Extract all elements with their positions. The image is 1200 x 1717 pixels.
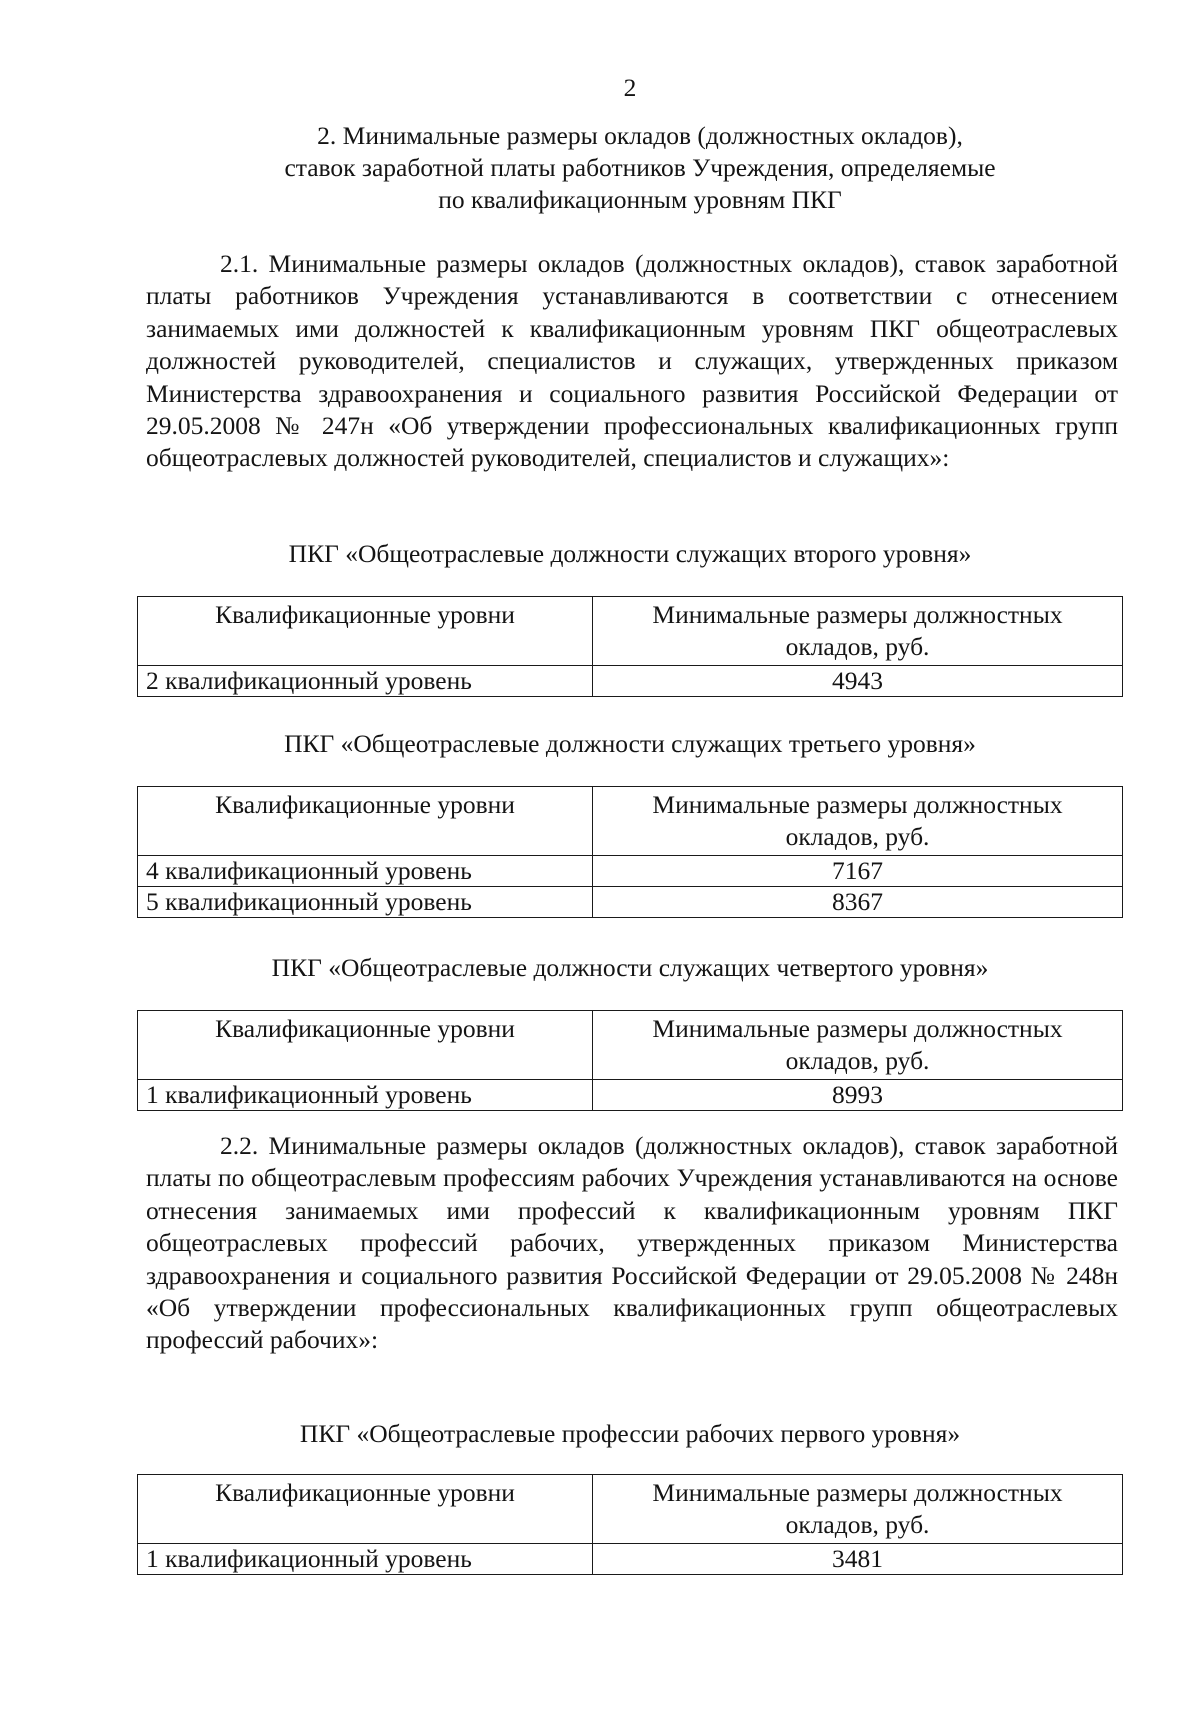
level-cell: 5 квалификационный уровень <box>138 887 593 918</box>
table-caption: ПКГ «Общеотраслевые должности служащих четвертого уровня» <box>271 953 989 982</box>
table-caption: ПКГ «Общеотраслевые профессии рабочих первого уровня» <box>299 1419 961 1448</box>
column-header-levels: Квалификационные уровни <box>138 1475 593 1544</box>
level-cell: 2 квалификационный уровень <box>138 666 593 697</box>
salary-cell: 8993 <box>593 1080 1123 1111</box>
paragraph-2-2 <box>146 1130 1118 1357</box>
column-header-salary-line: окладов, руб. <box>785 1046 930 1075</box>
column-header-salary <box>593 1011 1123 1080</box>
column-header-salary <box>593 787 1123 856</box>
column-header-salary-line: окладов, руб. <box>785 1510 930 1539</box>
section-heading <box>140 120 1140 216</box>
table-header-row <box>138 1011 1123 1080</box>
table-row <box>138 1080 1123 1111</box>
salary-cell: 4943 <box>593 666 1123 697</box>
salary-cell: 7167 <box>593 856 1123 887</box>
table-header-row <box>138 597 1123 666</box>
table-row <box>138 887 1123 918</box>
table-caption: ПКГ «Общеотраслевые должности служащих третьего уровня» <box>284 729 976 758</box>
column-header-levels: Квалификационные уровни <box>138 597 593 666</box>
column-header-salary-line: Минимальные размеры должностных <box>652 1014 1063 1043</box>
table-header-row <box>138 1475 1123 1544</box>
column-header-levels: Квалификационные уровни <box>138 1011 593 1080</box>
column-header-salary-line: Минимальные размеры должностных <box>652 1478 1063 1507</box>
table-row <box>138 856 1123 887</box>
column-header-salary-line: окладов, руб. <box>785 822 930 851</box>
column-header-salary-line: окладов, руб. <box>785 632 930 661</box>
salary-table <box>137 1010 1123 1111</box>
salary-table <box>137 596 1123 697</box>
salary-table <box>137 1474 1123 1575</box>
table-caption: ПКГ «Общеотраслевые должности служащих второго уровня» <box>288 539 972 568</box>
paragraph-text: 2.2. Минимальные размеры окладов (должностных окладов), ставок заработной платы по общеотраслевым профессиям рабочих Учреждения устанавливаются на основе отнесения занимаемых ими профессий к квалификационным уровням ПКГ общеотраслевых профессий рабочих, утвержденных приказом Министерства здравоохранения и социального развития Российской Федерации от 29.05.2008 № 248н «Об утверждении профессиональных квалификационных групп общеотраслевых профессий рабочих»: <box>146 1131 1118 1355</box>
section-heading-line: 2. Минимальные размеры окладов (должностных окладов), <box>317 121 963 150</box>
paragraph-2-1 <box>146 248 1118 475</box>
level-cell: 4 квалификационный уровень <box>138 856 593 887</box>
salary-table <box>137 786 1123 918</box>
paragraph-text: 2.1. Минимальные размеры окладов (должностных окладов), ставок заработной платы работников Учреждения устанавливаются в соответствии с отнесением занимаемых ими должностей к квалификационным уровням ПКГ общеотраслевых должностей руководителей, специалистов и служащих, утвержденных приказом Министерства здравоохранения и социального развития Российской Федерации от 29.05.2008 № 247н «Об утверждении профессиональных квалификационных групп общеотраслевых должностей руководителей, специалистов и служащих»: <box>146 249 1118 473</box>
section-heading-line: по квалификационным уровням ПКГ <box>438 185 842 214</box>
column-header-levels: Квалификационные уровни <box>138 787 593 856</box>
level-cell: 1 квалификационный уровень <box>138 1080 593 1111</box>
page-number: 2 <box>623 73 637 102</box>
salary-cell: 3481 <box>593 1544 1123 1575</box>
column-header-salary <box>593 597 1123 666</box>
column-header-salary <box>593 1475 1123 1544</box>
column-header-salary-line: Минимальные размеры должностных <box>652 790 1063 819</box>
table-row <box>138 1544 1123 1575</box>
section-heading-line: ставок заработной платы работников Учреждения, определяемые <box>284 153 996 182</box>
table-row <box>138 666 1123 697</box>
table-header-row <box>138 787 1123 856</box>
salary-cell: 8367 <box>593 887 1123 918</box>
level-cell: 1 квалификационный уровень <box>138 1544 593 1575</box>
column-header-salary-line: Минимальные размеры должностных <box>652 600 1063 629</box>
